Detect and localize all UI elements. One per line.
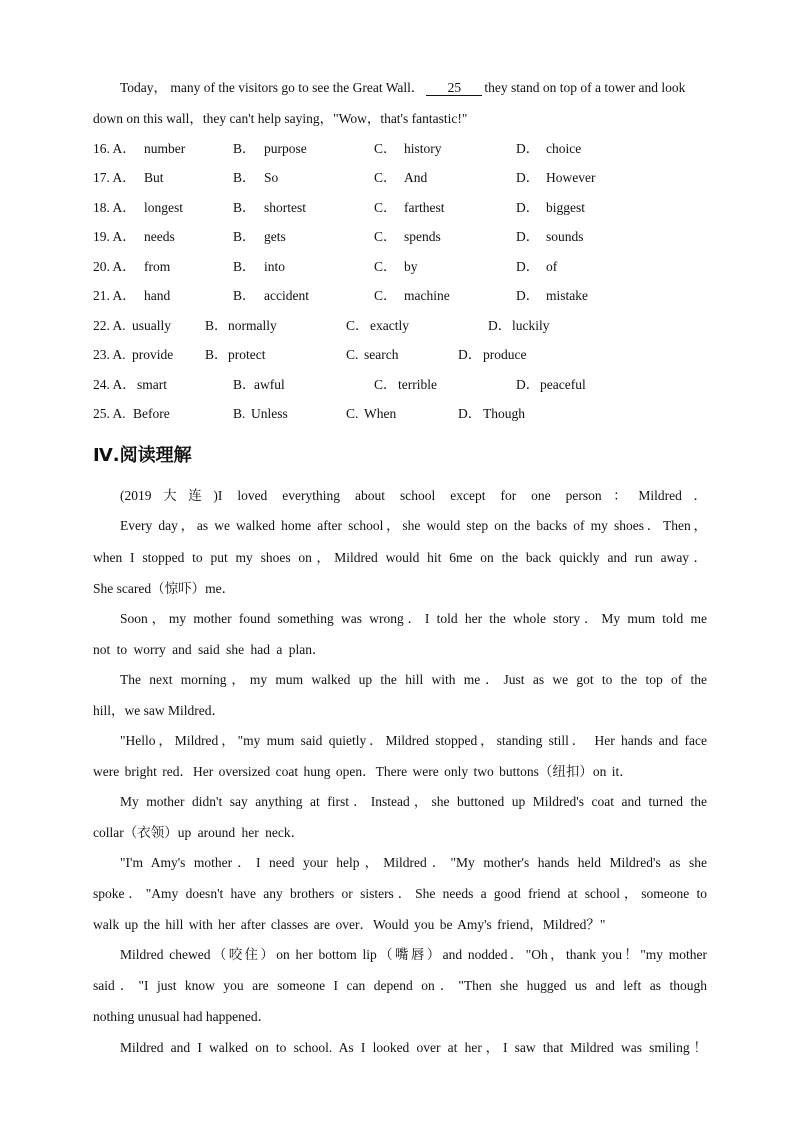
option-b-label: B． — [233, 170, 256, 185]
reading-line: collar（衣领）up around her neck． — [93, 825, 305, 840]
question-number: 22. A. — [93, 318, 126, 333]
option-d-label: D． — [516, 229, 540, 244]
question-number: 17. A． — [93, 170, 136, 185]
option-d-label: D． — [458, 347, 482, 362]
question-number: 18. A． — [93, 200, 136, 215]
question-number: 23. A. — [93, 347, 126, 362]
option-d-label: D． — [516, 288, 540, 303]
question-number: 16. A． — [93, 141, 136, 156]
option-c-text: spends — [404, 229, 441, 244]
option-b-label: B． — [205, 347, 228, 362]
option-a-text: needs — [144, 229, 175, 244]
option-a-text: usually — [132, 318, 171, 333]
reading-line: My mother didn't say anything at first．Instead，she buttoned up Mildred's coat and turned the — [120, 794, 707, 809]
reading-line: Mildred and I walked on to school. As I looked over at her，I saw that Mildred was smiling！ — [120, 1040, 707, 1055]
reading-line: not to worry and said she had a plan． — [93, 642, 326, 657]
option-d-label: D． — [516, 377, 540, 392]
option-a-text: number — [144, 141, 186, 156]
option-c-label: C． — [374, 229, 397, 244]
option-b-label: B． — [233, 288, 256, 303]
option-b-text: shortest — [264, 200, 306, 215]
reading-line: "I'm Amy's mother．I need your help，Mildred．"My mother's hands held Mildred's as she — [120, 855, 707, 870]
option-d-text: produce — [483, 347, 527, 362]
option-c-label: C. — [346, 406, 359, 421]
question-number: 20. A． — [93, 259, 136, 274]
option-c-text: machine — [404, 288, 450, 303]
question-number: 21. A． — [93, 288, 136, 303]
option-b-text: Unless — [251, 406, 288, 421]
option-d-text: choice — [546, 141, 582, 156]
option-a-text: Before — [133, 406, 170, 421]
option-d-text: However — [546, 170, 596, 185]
option-d-label: D． — [488, 318, 512, 333]
option-b-text: awful — [254, 377, 285, 392]
option-b-label: B． — [233, 377, 256, 392]
option-b-text: gets — [264, 229, 286, 244]
option-b-label: B． — [233, 259, 256, 274]
option-d-text: luckily — [512, 318, 550, 333]
reading-line: (2019大连)I loved everything about school except for one person：Mildred． — [120, 488, 707, 503]
reading-line: hill，we saw Mildred． — [93, 703, 225, 718]
option-c-text: When — [364, 406, 397, 421]
option-c-label: C． — [346, 318, 369, 333]
reading-line: Mildred chewed（咬住）on her bottom lip（嘴唇）and nodded．"Oh，thank you！"my mother — [120, 947, 707, 962]
option-a-text: But — [144, 170, 164, 185]
option-a-text: longest — [144, 200, 183, 215]
option-d-text: peaceful — [540, 377, 586, 392]
option-b-label: B. — [233, 406, 246, 421]
option-b-text: So — [264, 170, 279, 185]
option-d-text: of — [546, 259, 558, 274]
question-number: 25. A. — [93, 406, 126, 421]
reading-line: Soon，my mother found something was wrong．I told her the whole story．My mum told me — [120, 611, 707, 626]
option-b-label: B． — [205, 318, 228, 333]
option-c-label: C. — [346, 347, 359, 362]
reading-line: when I stopped to put my shoes on，Mildred would hit 6me on the back quickly and run away． — [93, 550, 707, 565]
reading-line: "Hello，Mildred，"my mum said quietly．Mildred stopped，standing still． Her hands and face — [120, 733, 707, 748]
option-a-text: provide — [132, 347, 174, 362]
option-c-text: exactly — [370, 318, 409, 333]
option-b-label: B． — [233, 141, 256, 156]
option-b-text: purpose — [264, 141, 307, 156]
option-c-label: C． — [374, 377, 397, 392]
reading-line: said．"I just know you are someone I can depend on．"Then she hugged us and left as though — [93, 978, 707, 993]
option-d-label: D． — [516, 141, 540, 156]
option-a-text: from — [144, 259, 171, 274]
option-d-label: D． — [458, 406, 482, 421]
reading-line: walk up the hill with her after classes are over．Would you be Amy's friend，Mildred？" — [93, 917, 606, 932]
option-b-label: B． — [233, 229, 256, 244]
reading-line: Every day，as we walked home after school，she would step on the backs of my shoes．Then， — [120, 518, 707, 533]
reading-line: spoke．"Amy doesn't have any brothers or sisters．She needs a good friend at school，someone to — [93, 886, 707, 901]
option-d-text: sounds — [546, 229, 584, 244]
reading-line: She scared（惊吓）me． — [93, 581, 236, 596]
reading-line: The next morning，my mum walked up the hill with me．Just as we got to the top of the — [120, 672, 707, 687]
question-number: 19. A． — [93, 229, 136, 244]
option-b-text: normally — [228, 318, 277, 333]
option-c-text: by — [404, 259, 418, 274]
option-c-label: C． — [374, 141, 397, 156]
option-d-label: D． — [516, 259, 540, 274]
reading-line: were bright red．Her oversized coat hung open．There were only two buttons（纽扣）on it． — [93, 764, 633, 779]
option-c-text: history — [404, 141, 442, 156]
option-b-label: B． — [233, 200, 256, 215]
option-c-label: C． — [374, 259, 397, 274]
cloze-paragraph-line-1 — [120, 79, 685, 97]
cloze-text-start: Today， many of the visitors go to see the Great Wall． — [120, 80, 425, 95]
option-d-text: biggest — [546, 200, 585, 215]
option-c-text: And — [404, 170, 428, 185]
option-a-text: hand — [144, 288, 171, 303]
option-c-text: farthest — [404, 200, 445, 215]
cloze-blank-25: 25 — [426, 80, 482, 96]
option-c-text: terrible — [398, 377, 437, 392]
option-d-label: D． — [516, 170, 540, 185]
option-b-text: into — [264, 259, 286, 274]
section-heading: Ⅳ.阅读理解 — [93, 445, 192, 466]
reading-line: nothing unusual had happened． — [93, 1009, 272, 1024]
cloze-paragraph-line-2: down on this wall，they can't help saying，"Wow，that's fantastic!" — [93, 111, 468, 126]
cloze-text-end: they stand on top of a tower and look — [484, 80, 686, 95]
option-a-text: smart — [137, 377, 167, 392]
option-d-label: D． — [516, 200, 540, 215]
option-c-label: C． — [374, 170, 397, 185]
option-b-text: protect — [228, 347, 266, 362]
option-c-label: C． — [374, 200, 397, 215]
option-b-text: accident — [264, 288, 309, 303]
question-number: 24. A． — [93, 377, 136, 392]
option-c-label: C． — [374, 288, 397, 303]
option-d-text: Though — [483, 406, 525, 421]
option-d-text: mistake — [546, 288, 588, 303]
option-c-text: search — [364, 347, 399, 362]
